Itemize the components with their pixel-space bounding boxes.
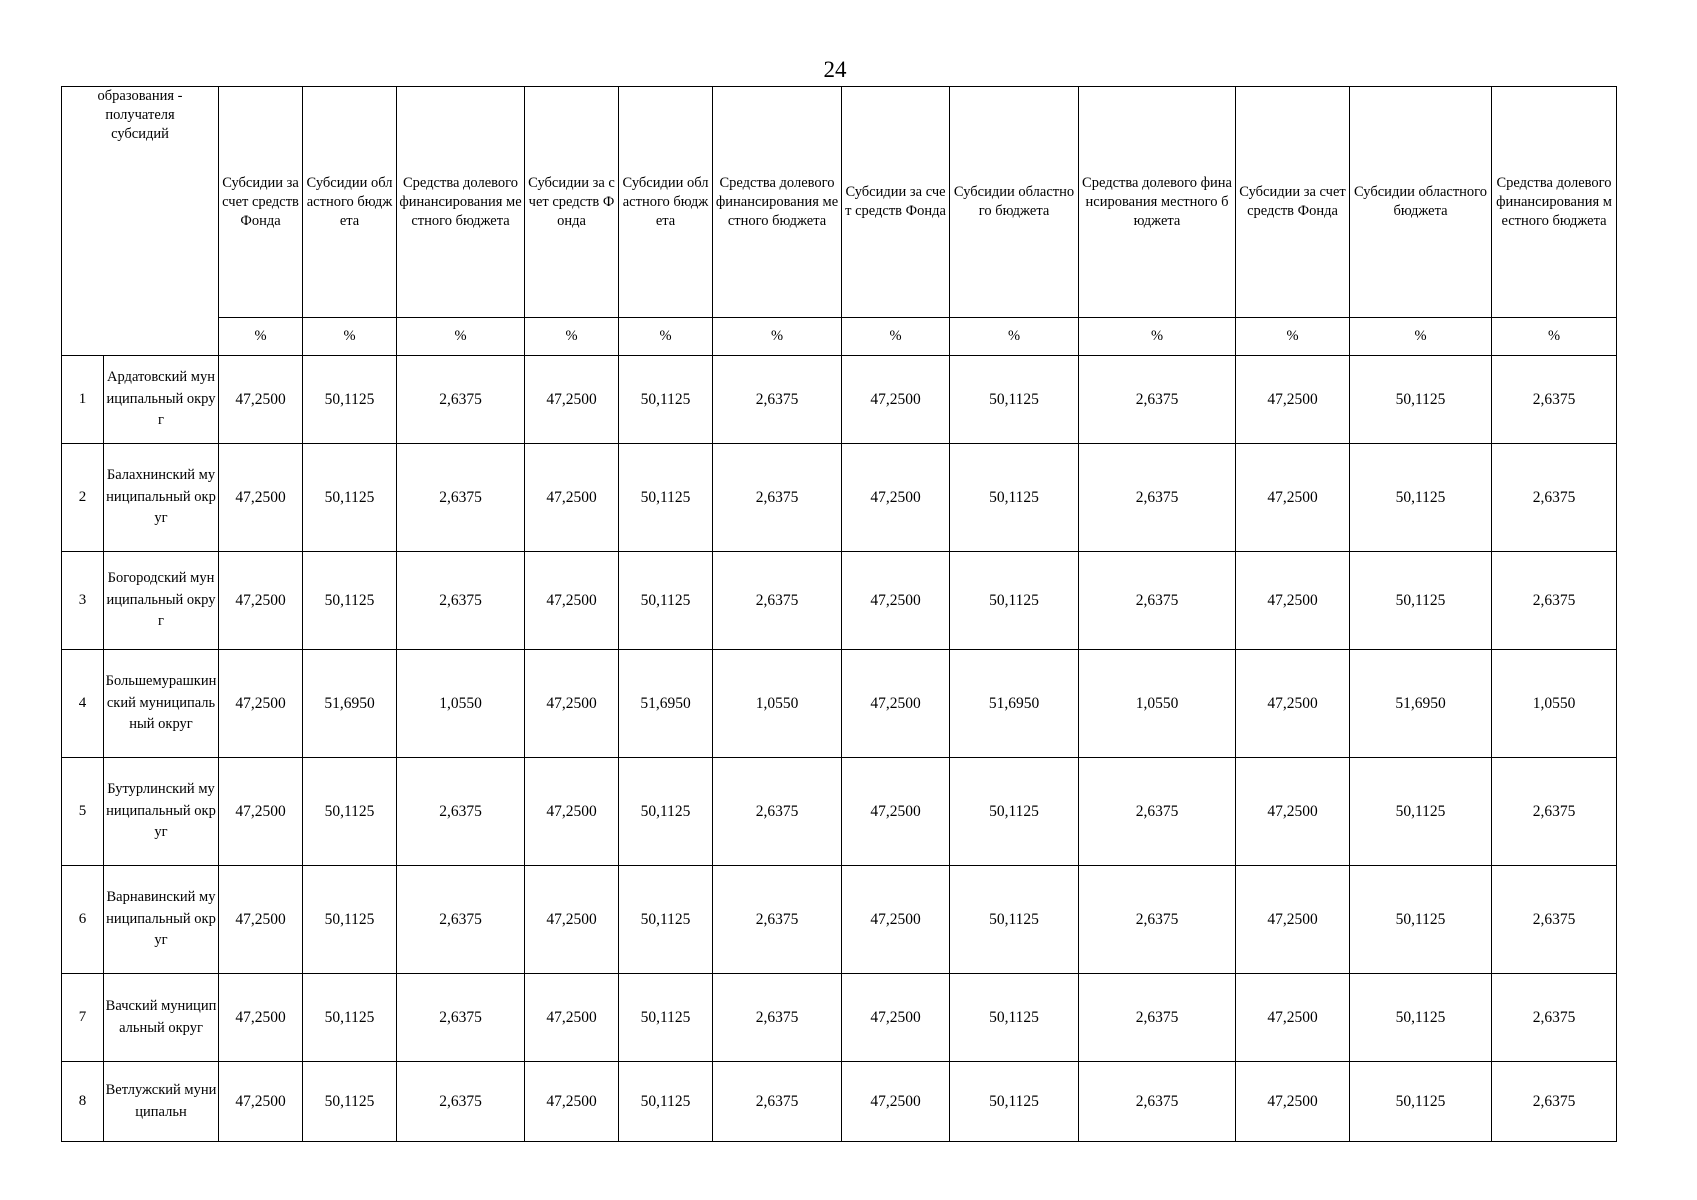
value-cell: 2,6375 xyxy=(713,866,842,974)
value-cell: 51,6950 xyxy=(619,650,713,758)
value-cell: 47,2500 xyxy=(1236,552,1350,650)
row-number: 6 xyxy=(62,866,104,974)
value-cell: 1,0550 xyxy=(1079,650,1236,758)
value-cell: 47,2500 xyxy=(219,356,303,444)
table-row xyxy=(62,758,1617,866)
municipality-name: Богородский муниципальный округ xyxy=(104,552,219,650)
value-cell: 2,6375 xyxy=(713,552,842,650)
value-cell: 2,6375 xyxy=(1079,552,1236,650)
value-cell: 47,2500 xyxy=(219,866,303,974)
value-cell: 50,1125 xyxy=(950,552,1079,650)
value-cell: 50,1125 xyxy=(1350,866,1492,974)
unit-cell: % xyxy=(1492,318,1617,356)
value-cell: 2,6375 xyxy=(1079,758,1236,866)
value-cell: 2,6375 xyxy=(713,1062,842,1142)
value-cell: 47,2500 xyxy=(525,1062,619,1142)
value-cell: 50,1125 xyxy=(619,356,713,444)
value-cell: 50,1125 xyxy=(303,356,397,444)
value-cell: 47,2500 xyxy=(525,866,619,974)
row-number: 8 xyxy=(62,1062,104,1142)
value-cell: 47,2500 xyxy=(525,552,619,650)
col-header: Средства долевого финансирования местного бюджета xyxy=(397,87,525,318)
value-cell: 50,1125 xyxy=(303,974,397,1062)
value-cell: 47,2500 xyxy=(842,758,950,866)
value-cell: 50,1125 xyxy=(1350,552,1492,650)
col-header: Средства долевого финансирования местного бюджета xyxy=(1492,87,1617,318)
value-cell: 50,1125 xyxy=(1350,974,1492,1062)
value-cell: 47,2500 xyxy=(842,552,950,650)
unit-cell: % xyxy=(713,318,842,356)
value-cell: 2,6375 xyxy=(1492,974,1617,1062)
value-cell: 47,2500 xyxy=(525,650,619,758)
col-header: Субсидии областного бюджета xyxy=(950,87,1079,318)
col-header: Субсидии за счет средств Фонда xyxy=(842,87,950,318)
value-cell: 50,1125 xyxy=(619,552,713,650)
municipality-name: Большемурашкинский муниципальный округ xyxy=(104,650,219,758)
value-cell: 50,1125 xyxy=(619,974,713,1062)
unit-cell: % xyxy=(1350,318,1492,356)
value-cell: 47,2500 xyxy=(1236,356,1350,444)
value-cell: 50,1125 xyxy=(303,866,397,974)
value-cell: 50,1125 xyxy=(950,866,1079,974)
value-cell: 2,6375 xyxy=(1079,974,1236,1062)
municipality-header xyxy=(62,87,219,356)
value-cell: 50,1125 xyxy=(303,758,397,866)
value-cell: 47,2500 xyxy=(842,356,950,444)
value-cell: 47,2500 xyxy=(525,758,619,866)
value-cell: 1,0550 xyxy=(397,650,525,758)
unit-cell: % xyxy=(219,318,303,356)
value-cell: 47,2500 xyxy=(1236,974,1350,1062)
value-cell: 47,2500 xyxy=(525,974,619,1062)
value-cell: 50,1125 xyxy=(1350,1062,1492,1142)
col-header: Субсидии за счет средств Фонда xyxy=(525,87,619,318)
unit-cell: % xyxy=(303,318,397,356)
unit-cell: % xyxy=(525,318,619,356)
value-cell: 2,6375 xyxy=(1492,552,1617,650)
row-number: 4 xyxy=(62,650,104,758)
municipality-name: Ветлужский муниципальн xyxy=(104,1062,219,1142)
unit-cell: % xyxy=(1079,318,1236,356)
subsidy-table xyxy=(61,86,1617,1142)
value-cell: 2,6375 xyxy=(1492,866,1617,974)
municipality-name: Варнавинский муниципальный округ xyxy=(104,866,219,974)
value-cell: 47,2500 xyxy=(525,444,619,552)
value-cell: 47,2500 xyxy=(525,356,619,444)
unit-cell: % xyxy=(950,318,1079,356)
value-cell: 47,2500 xyxy=(219,1062,303,1142)
value-cell: 2,6375 xyxy=(397,1062,525,1142)
value-cell: 50,1125 xyxy=(303,1062,397,1142)
value-cell: 47,2500 xyxy=(219,974,303,1062)
row-number: 3 xyxy=(62,552,104,650)
value-cell: 50,1125 xyxy=(303,444,397,552)
table-row xyxy=(62,866,1617,974)
value-cell: 1,0550 xyxy=(713,650,842,758)
value-cell: 2,6375 xyxy=(397,552,525,650)
header-row xyxy=(62,87,1617,318)
value-cell: 51,6950 xyxy=(1350,650,1492,758)
municipality-name: Балахнинский муниципальный округ xyxy=(104,444,219,552)
municipality-name: Ардатовский муниципальный округ xyxy=(104,356,219,444)
col-header: Средства долевого финансирования местного бюджета xyxy=(713,87,842,318)
value-cell: 2,6375 xyxy=(713,444,842,552)
value-cell: 47,2500 xyxy=(1236,1062,1350,1142)
value-cell: 50,1125 xyxy=(619,444,713,552)
table-row xyxy=(62,650,1617,758)
page-number: 24 xyxy=(823,57,847,82)
value-cell: 2,6375 xyxy=(397,444,525,552)
value-cell: 50,1125 xyxy=(950,356,1079,444)
row-number: 7 xyxy=(62,974,104,1062)
table-row xyxy=(62,444,1617,552)
value-cell: 47,2500 xyxy=(219,758,303,866)
table-row xyxy=(62,1062,1617,1142)
value-cell: 2,6375 xyxy=(1492,356,1617,444)
value-cell: 47,2500 xyxy=(842,650,950,758)
unit-cell: % xyxy=(1236,318,1350,356)
value-cell: 50,1125 xyxy=(950,974,1079,1062)
value-cell: 1,0550 xyxy=(1492,650,1617,758)
value-cell: 51,6950 xyxy=(303,650,397,758)
col-header: Субсидии областного бюджета xyxy=(1350,87,1492,318)
value-cell: 47,2500 xyxy=(842,974,950,1062)
value-cell: 2,6375 xyxy=(397,974,525,1062)
value-cell: 2,6375 xyxy=(713,758,842,866)
col-header: Субсидии областного бюджета xyxy=(303,87,397,318)
row-number: 5 xyxy=(62,758,104,866)
value-cell: 2,6375 xyxy=(397,758,525,866)
col-header: Субсидии за счет средств Фонда xyxy=(1236,87,1350,318)
value-cell: 2,6375 xyxy=(713,974,842,1062)
row-number: 2 xyxy=(62,444,104,552)
row-number: 1 xyxy=(62,356,104,444)
value-cell: 47,2500 xyxy=(219,650,303,758)
units-row xyxy=(62,318,1617,356)
unit-cell: % xyxy=(397,318,525,356)
value-cell: 50,1125 xyxy=(1350,356,1492,444)
col-header: Субсидии за счет средств Фонда xyxy=(219,87,303,318)
value-cell: 2,6375 xyxy=(1492,444,1617,552)
value-cell: 47,2500 xyxy=(219,552,303,650)
value-cell: 47,2500 xyxy=(842,1062,950,1142)
value-cell: 2,6375 xyxy=(1079,356,1236,444)
table-row xyxy=(62,356,1617,444)
value-cell: 50,1125 xyxy=(1350,444,1492,552)
value-cell: 2,6375 xyxy=(1079,866,1236,974)
value-cell: 2,6375 xyxy=(397,356,525,444)
value-cell: 2,6375 xyxy=(1492,1062,1617,1142)
table-row xyxy=(62,552,1617,650)
municipality-name: Бутурлинский муниципальный округ xyxy=(104,758,219,866)
value-cell: 50,1125 xyxy=(950,758,1079,866)
table-row xyxy=(62,974,1617,1062)
value-cell: 50,1125 xyxy=(950,1062,1079,1142)
unit-cell: % xyxy=(619,318,713,356)
municipality-header-text: образования - получателя субсидий xyxy=(97,88,183,142)
col-header: Субсидии областного бюджета xyxy=(619,87,713,318)
value-cell: 50,1125 xyxy=(950,444,1079,552)
value-cell: 50,1125 xyxy=(619,1062,713,1142)
value-cell: 2,6375 xyxy=(1079,444,1236,552)
value-cell: 47,2500 xyxy=(842,866,950,974)
value-cell: 51,6950 xyxy=(950,650,1079,758)
value-cell: 50,1125 xyxy=(619,758,713,866)
value-cell: 2,6375 xyxy=(713,356,842,444)
municipality-name: Вачский муниципальный округ xyxy=(104,974,219,1062)
value-cell: 47,2500 xyxy=(219,444,303,552)
unit-cell: % xyxy=(842,318,950,356)
col-header: Средства долевого финансирования местного бюджета xyxy=(1079,87,1236,318)
value-cell: 47,2500 xyxy=(1236,444,1350,552)
value-cell: 47,2500 xyxy=(1236,866,1350,974)
value-cell: 50,1125 xyxy=(1350,758,1492,866)
value-cell: 2,6375 xyxy=(1079,1062,1236,1142)
value-cell: 47,2500 xyxy=(1236,650,1350,758)
value-cell: 2,6375 xyxy=(1492,758,1617,866)
value-cell: 2,6375 xyxy=(397,866,525,974)
value-cell: 47,2500 xyxy=(1236,758,1350,866)
value-cell: 50,1125 xyxy=(303,552,397,650)
value-cell: 50,1125 xyxy=(619,866,713,974)
value-cell: 47,2500 xyxy=(842,444,950,552)
